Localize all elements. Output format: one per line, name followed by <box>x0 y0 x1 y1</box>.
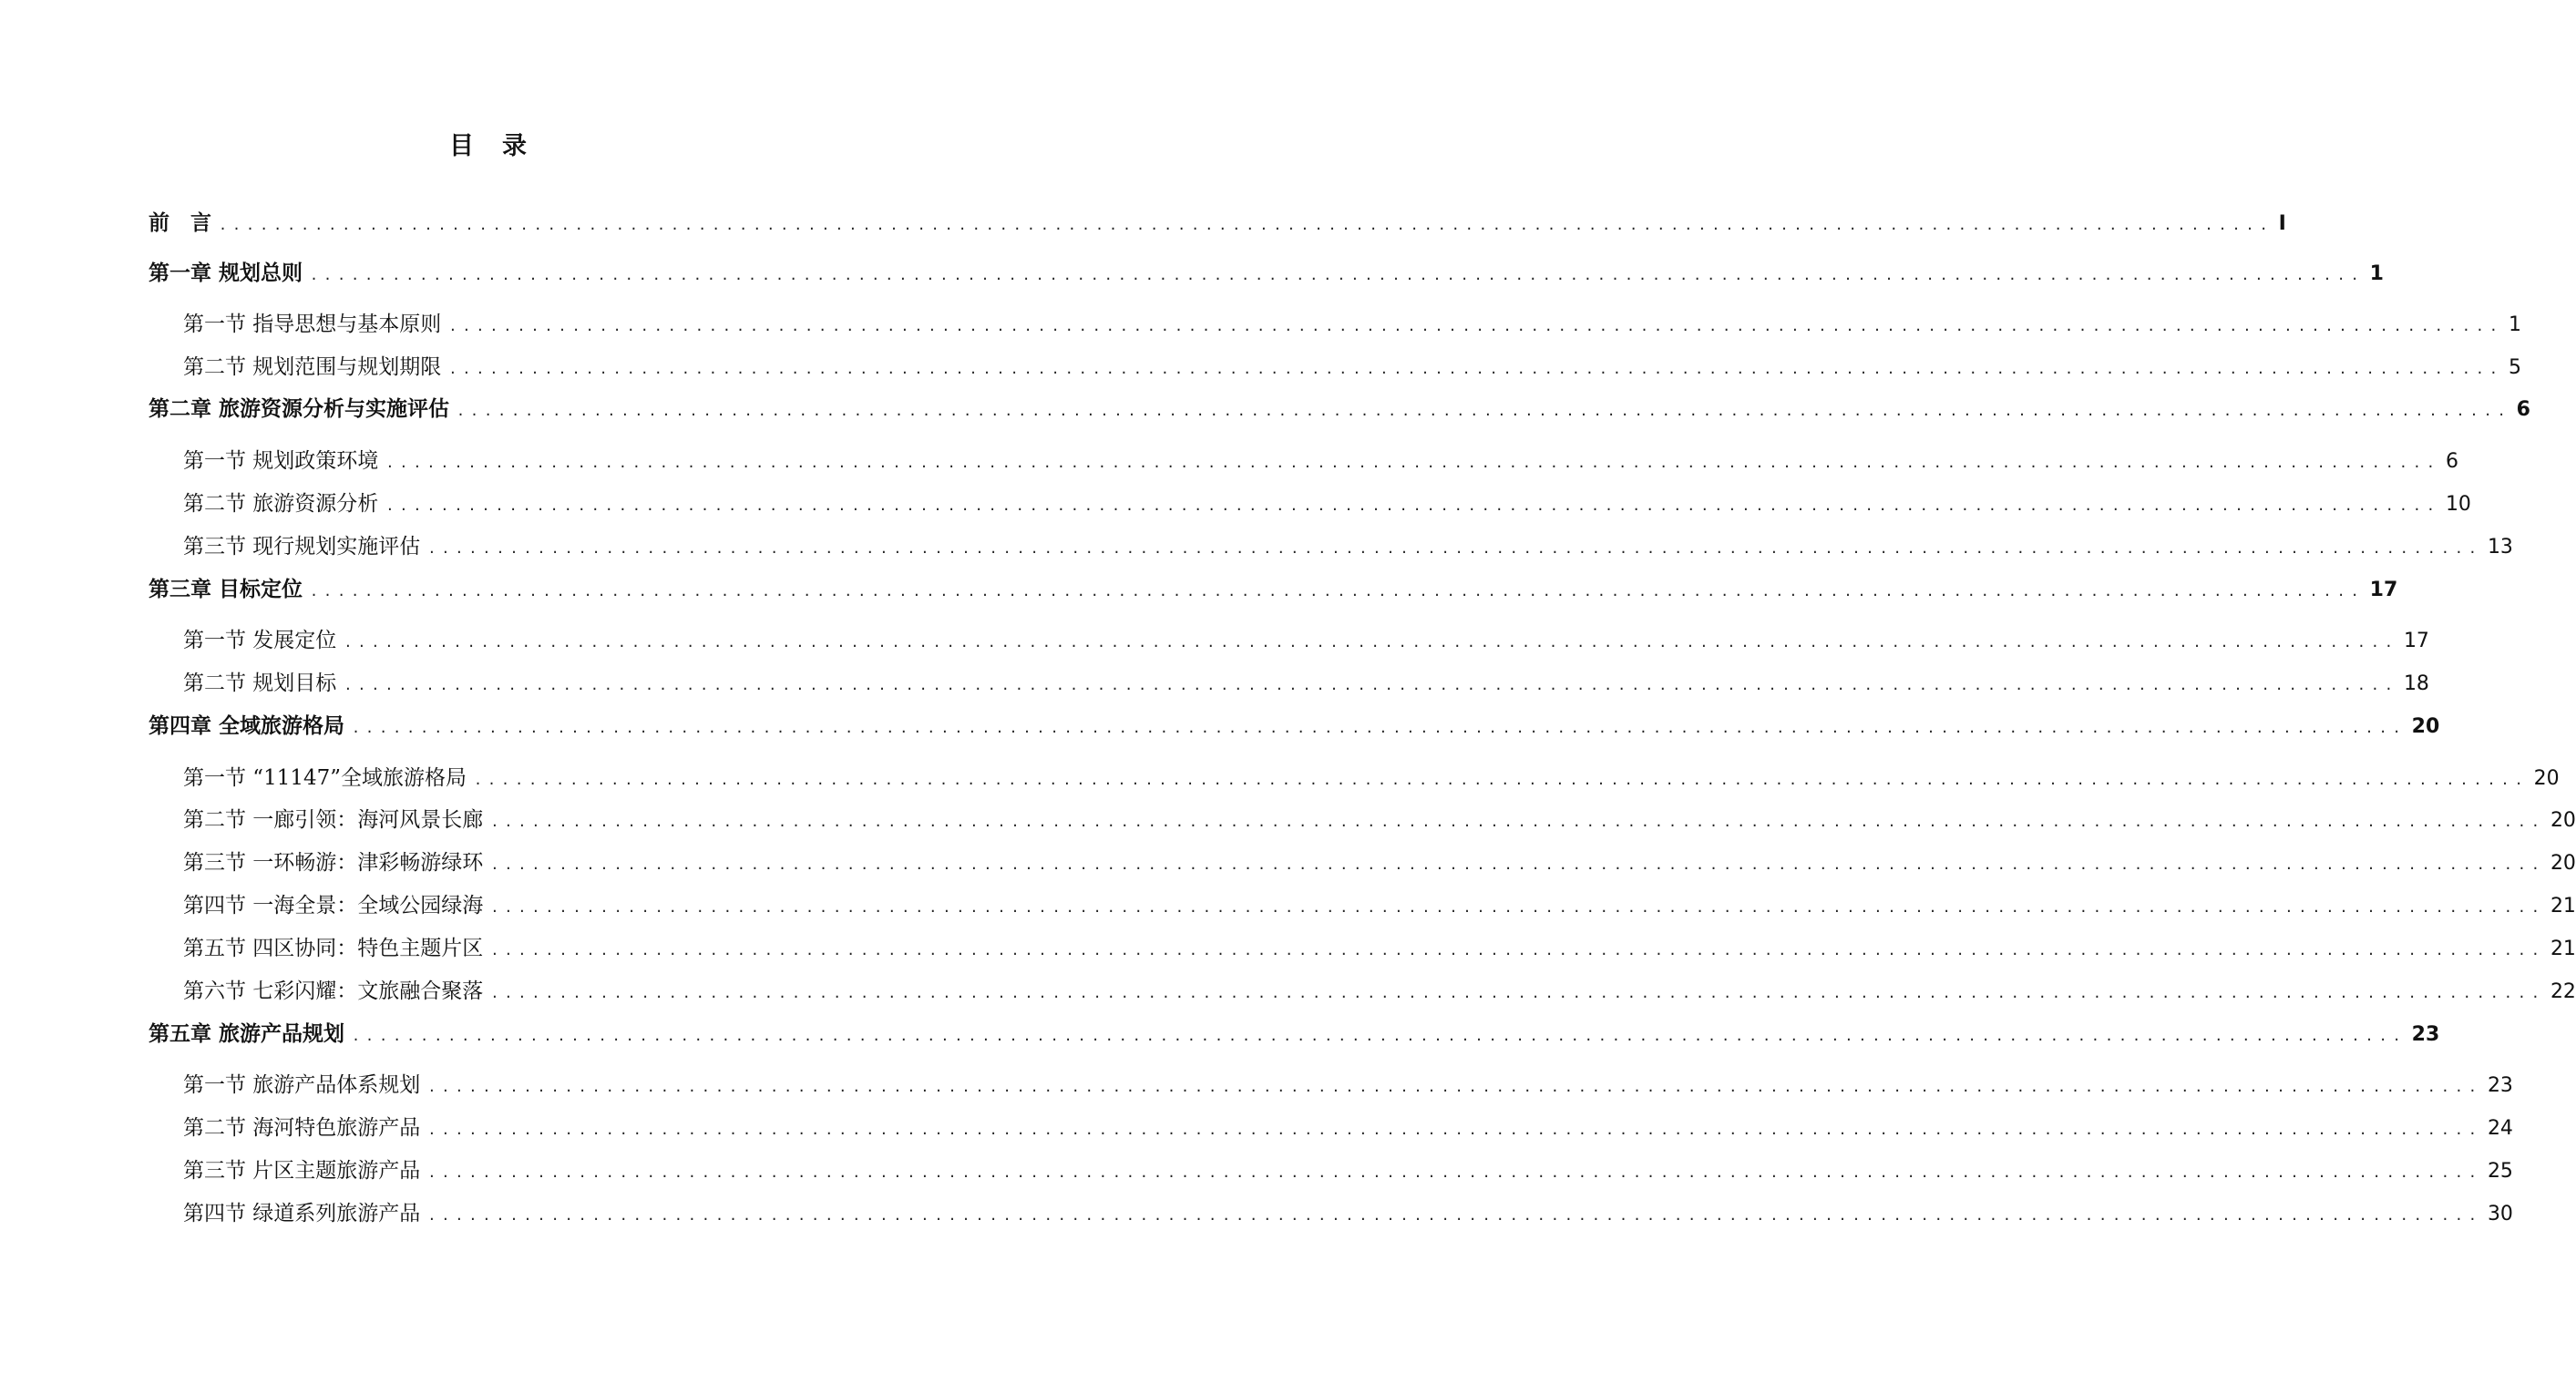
toc-entry-label: 第一节 旅游产品体系规划 <box>183 1073 421 1097</box>
toc-page-number: 10 <box>2445 493 2471 516</box>
toc-entry <box>183 761 2560 794</box>
dot-leader: ...................................................................................................................................................... <box>310 267 2365 283</box>
dot-leader: ...................................................................................................................................................... <box>427 1207 2482 1224</box>
toc-entry-label: 第四节 绿道系列旅游产品 <box>183 1202 421 1225</box>
toc-entry <box>149 709 2440 742</box>
toc-entry <box>149 572 2398 605</box>
dot-leader: ...................................................................................................................................................... <box>310 583 2365 600</box>
dot-leader: ...................................................................................................................................................... <box>352 720 2407 736</box>
toc-entry-label: 第二章 旅游资源分析与实施评估 <box>149 397 450 421</box>
toc-page-number: I <box>2278 212 2286 235</box>
toc-entry-label: 第三章 目标定位 <box>149 578 303 601</box>
toc-entry <box>183 1111 2513 1143</box>
dot-leader: ...................................................................................................................................................... <box>490 942 2545 959</box>
toc-entry <box>149 256 2384 289</box>
toc-entry-label: 第一章 规划总则 <box>149 261 303 285</box>
dot-leader: ...................................................................................................................................................... <box>474 772 2529 788</box>
toc-page-number: 21 <box>2550 938 2576 960</box>
dot-leader: ...................................................................................................................................................... <box>385 455 2440 471</box>
toc-entry-label: 第四章 全域旅游格局 <box>149 714 345 738</box>
toc-page-number: 1 <box>2508 313 2521 336</box>
dot-leader: ...................................................................................................................................................... <box>344 677 2398 693</box>
toc-page-number: 20 <box>2550 809 2576 832</box>
toc-entry <box>183 974 2576 1007</box>
dot-leader: ...................................................................................................................................................... <box>448 318 2503 334</box>
toc-entry <box>183 307 2521 340</box>
toc-page-number: 20 <box>2533 767 2560 790</box>
dot-leader: ...................................................................................................................................................... <box>427 1079 2482 1095</box>
dot-leader: ...................................................................................................................................................... <box>490 814 2545 830</box>
toc-entry-label: 第二节 规划目标 <box>183 671 337 695</box>
toc-page-number: 30 <box>2487 1203 2513 1225</box>
toc-entry <box>149 206 2286 239</box>
dot-leader: ...................................................................................................................................................... <box>427 1122 2482 1138</box>
dot-leader: ...................................................................................................................................................... <box>427 540 2482 557</box>
toc-page-number: 13 <box>2487 536 2513 559</box>
toc-page-number: 17 <box>2403 630 2429 652</box>
dot-leader: ...................................................................................................................................................... <box>490 899 2545 916</box>
toc-entry-label: 第二节 海河特色旅游产品 <box>183 1116 421 1140</box>
toc-page-number: 5 <box>2508 356 2521 379</box>
toc-page-number: 1 <box>2369 262 2384 285</box>
toc-entry <box>183 487 2471 519</box>
toc-entry-label: 第三节 片区主题旅游产品 <box>183 1159 421 1183</box>
toc-entry <box>183 1068 2513 1101</box>
toc-page-number: 17 <box>2369 579 2398 601</box>
toc-entry-label: 第一节 规划政策环境 <box>183 449 379 473</box>
toc-entry <box>183 1196 2513 1229</box>
toc-entry-label: 第一节 “11147”全域旅游格局 <box>183 766 467 790</box>
toc-page-number: 18 <box>2403 672 2429 695</box>
toc-entry <box>183 529 2513 562</box>
toc-entry-label: 第三节 现行规划实施评估 <box>183 535 421 559</box>
toc-page-number: 24 <box>2487 1117 2513 1140</box>
toc-entry <box>183 888 2576 921</box>
toc-entry <box>149 392 2530 425</box>
toc-entry <box>183 623 2429 656</box>
toc-page-number: 23 <box>2411 1023 2440 1046</box>
page-title: 目 录 <box>449 132 529 160</box>
dot-leader: ...................................................................................................................................................... <box>344 634 2398 651</box>
toc-page-number: 6 <box>2516 398 2530 421</box>
toc-entry <box>149 1017 2440 1050</box>
toc-page-number: 25 <box>2487 1160 2513 1183</box>
toc-entry <box>183 846 2576 878</box>
dot-leader: ...................................................................................................................................................... <box>457 403 2511 419</box>
dot-leader: ...................................................................................................................................................... <box>448 361 2503 377</box>
toc-entry <box>183 803 2576 836</box>
dot-leader: ...................................................................................................................................................... <box>490 856 2545 873</box>
toc-entry-label: 第二节 规划范围与规划期限 <box>183 355 442 379</box>
toc-entry-label: 第五章 旅游产品规划 <box>149 1022 345 1046</box>
toc-page-number: 6 <box>2445 450 2458 473</box>
toc-page-number: 20 <box>2411 715 2440 738</box>
toc-page-number: 22 <box>2550 980 2576 1003</box>
toc-entry-label: 第二节 旅游资源分析 <box>183 492 379 516</box>
toc-page-number: 23 <box>2487 1074 2513 1097</box>
dot-leader: ...................................................................................................................................................... <box>427 1164 2482 1181</box>
toc-entry <box>183 1153 2513 1186</box>
toc-entry-label: 第五节 四区协同：特色主题片区 <box>183 937 484 960</box>
dot-leader: ...................................................................................................................................................... <box>385 497 2440 514</box>
toc-page-number: 20 <box>2550 852 2576 875</box>
toc-entry <box>183 931 2576 964</box>
toc-entry-label: 第六节 七彩闪耀：文旅融合聚落 <box>183 979 484 1003</box>
dot-leader: ...................................................................................................................................................... <box>352 1028 2407 1044</box>
toc-entry-label: 前 言 <box>149 211 211 235</box>
toc-entry <box>183 666 2429 699</box>
toc-entry-label: 第一节 指导思想与基本原则 <box>183 313 442 336</box>
toc-page-number: 21 <box>2550 895 2576 918</box>
toc-entry-label: 第四节 一海全景：全域公园绿海 <box>183 894 484 918</box>
toc-entry <box>183 350 2521 383</box>
toc-entry-label: 第一节 发展定位 <box>183 629 337 652</box>
toc-entry <box>183 444 2458 477</box>
dot-leader: ...................................................................................................................................................... <box>490 985 2545 1001</box>
toc-entry-label: 第二节 一廊引领：海河风景长廊 <box>183 808 484 832</box>
toc-entry-label: 第三节 一环畅游：津彩畅游绿环 <box>183 851 484 875</box>
dot-leader: ...................................................................................................................................................... <box>219 217 2273 233</box>
